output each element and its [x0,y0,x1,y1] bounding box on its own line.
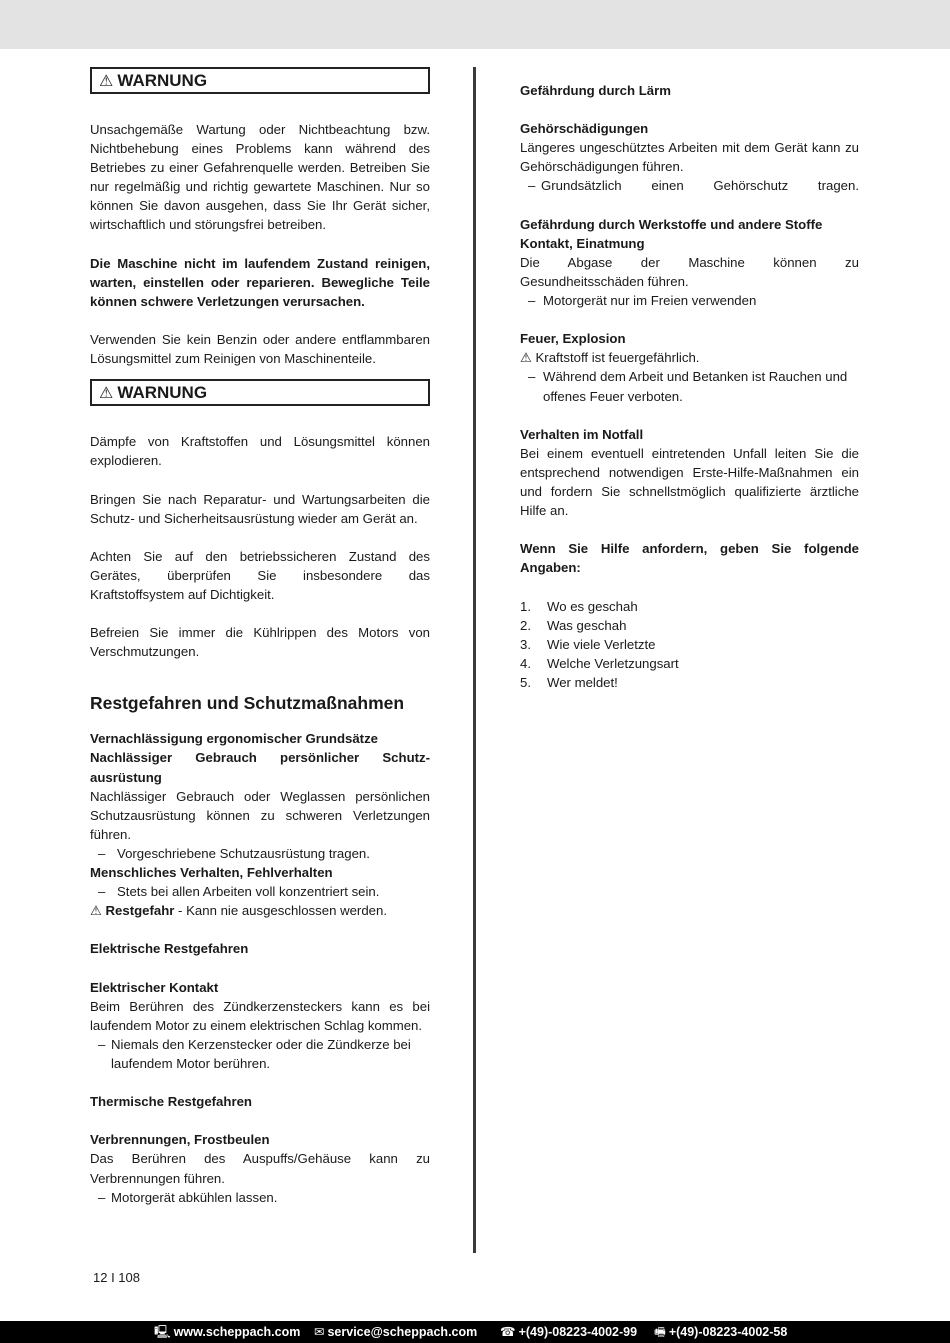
fire-heading: Feuer, Explosion [520,331,626,347]
emergency-heading: Verhalten im Notfall [520,426,644,442]
maintenance-paragraph: Unsachgemäße Wartung oder Nichtbeachtung bzw. Nichtbehebung eines Problems kann während des Betriebes zu einer Gefahrenquelle werden. Betreiben Sie nur regelmäßig und richtig gewartete Maschinen. Nur so können Sie davon ausgehen, dass Sie Ihr Gerät sicher, wirtschaftlich und störungsfrei betreiben. [90,122,430,233]
footer-phone[interactable]: ☎ +(49)-08223-4002-99 [500,1325,638,1339]
hearing-damage-heading: Gehörschädigungen [520,121,649,137]
warning-box-1 [90,67,430,94]
exhaust-paragraph: Die Abgase der Maschine können zu Gesundheitsschäden führen. [520,254,859,289]
footer-bar [0,1321,950,1343]
warning-triangle-icon: ⚠ [99,385,114,403]
do-not-clean-running-paragraph: Die Maschine nicht im laufendem Zustand reinigen, warten, einstellen oder reparieren. Bewegliche Teile können schwere Verletzungen verursachen. [90,255,430,309]
electrical-contact-heading: Elektrischer Kontakt [90,979,219,995]
burns-paragraph: Das Berühren des Auspuffs/Gehäuse kann zu Verbrennungen führen. [90,1151,430,1186]
fax-icon: 🖷 [654,1325,666,1339]
warning-triangle-icon: ⚠ [90,903,102,919]
ppe-paragraph: Nachlässiger Gebrauch oder Weglassen persönlichen Schutzausrüstung können zu schweren Verletzungen führen. [90,788,430,842]
list-item: – Grundsätzlich einen Gehörschutz tragen. [528,178,859,194]
residual-risks-heading: Restgefahren und Schutzmaßnahmen [90,693,405,714]
list-item: – Während dem Arbeit und Betanken ist Rauchen und offenes Feuer verboten. [528,369,848,404]
warning-box-2 [90,379,430,406]
list-item: 3. Wie viele Verletzte [520,636,656,652]
list-item: 4. Welche Verletzungsart [520,655,679,671]
warning-label: WARNUNG [117,71,208,90]
column-divider [473,67,476,1253]
reattach-safety-paragraph: Bringen Sie nach Reparatur- und Wartungsarbeiten die Schutz- und Sicherheitsausrüstung wieder am Gerät an. [90,491,430,526]
list-item: – Niemals den Kerzenstecker oder die Zündkerze bei laufendem Motor berühren. [98,1036,411,1071]
materials-heading: Gefährdung durch Werkstoffe und andere Stoffe [520,216,823,232]
thermal-risks-heading: Thermische Restgefahren [90,1094,252,1110]
cooling-fins-paragraph: Befreien Sie immer die Kühlrippen des Motors von Verschmutzungen. [90,625,430,660]
phone-icon: ☎ [500,1325,516,1339]
list-item: 2. Was geschah [520,617,627,633]
fuel-system-paragraph: Achten Sie auf den betriebssicheren Zustand des Gerätes, überprüfen Sie insbesondere das Kraftstoffsystem auf Dichtigkeit. [90,548,430,602]
warning-label: WARNUNG [117,383,208,403]
list-item: – Stets bei allen Arbeiten voll konzentriert sein. [98,884,380,900]
top-header-bar [0,0,950,49]
electrical-contact-paragraph: Beim Berühren des Zündkerzensteckers kann es bei laufendem Motor zu einem elektrischen Schlag kommen. [90,998,430,1033]
footer-fax: 🖷 +(49)-08223-4002-58 [654,1325,788,1339]
mail-icon: ✉ [314,1325,325,1339]
list-item: 5. Wer meldet! [520,674,618,690]
ppe-heading: Nachlässiger Gebrauch persönlicher Schutz-ausrüstung [90,750,430,785]
left-column [90,67,430,1207]
contact-inhalation-heading: Kontakt, Einatmung [520,235,645,251]
footer-website[interactable]: 🖳 www.scheppach.com [154,1325,301,1339]
right-column [520,67,859,692]
burns-heading: Verbrennungen, Frostbeulen [90,1132,270,1148]
electrical-risks-heading: Elektrische Restgefahren [90,941,249,957]
noise-heading: Gefährdung durch Lärm [520,83,671,98]
help-heading: Wenn Sie Hilfe anfordern, geben Sie folgende Angaben: [520,541,859,576]
list-item: – Motorgerät nur im Freien verwenden [528,293,757,309]
footer-email[interactable]: ✉ service@scheppach.com [314,1325,478,1339]
no-petrol-paragraph: Verwenden Sie kein Benzin oder andere entflammbaren Lösungsmittel zum Reinigen von Maschinenteile. [90,332,430,367]
list-item: – Vorgeschriebene Schutzausrüstung tragen. [98,845,370,861]
list-item: – Motorgerät abkühlen lassen. [98,1189,278,1205]
ergonomics-heading: Vernachlässigung ergonomischer Grundsätze [90,731,379,747]
emergency-paragraph: Bei einem eventuell eintretenden Unfall leiten Sie die entsprechend notwendigen Erste-Hilfe-Maßnahmen ein und fordern Sie schnellstmöglich qualifizierte ärztliche Hilfe an. [520,445,859,519]
residual-risk-line: ⚠ Restgefahr - Kann nie ausgeschlossen werden. [90,903,387,919]
vapours-paragraph: Dämpfe von Kraftstoffen und Lösungsmittel können explodieren. [90,434,430,469]
list-item: 1. Wo es geschah [520,598,638,614]
hearing-paragraph: Längeres ungeschütztes Arbeiten mit dem Gerät kann zu Gehörschädigungen führen. [520,140,859,175]
human-behaviour-heading: Menschliches Verhalten, Fehlverhalten [90,865,333,880]
page-number: 12 I 108 [93,1270,140,1285]
warning-triangle-icon: ⚠ [520,350,532,366]
fuel-flammable-line: ⚠ Kraftstoff ist feuergefährlich. [520,350,700,366]
warning-triangle-icon: ⚠ [99,73,114,90]
computer-icon: 🖳 [154,1325,171,1339]
